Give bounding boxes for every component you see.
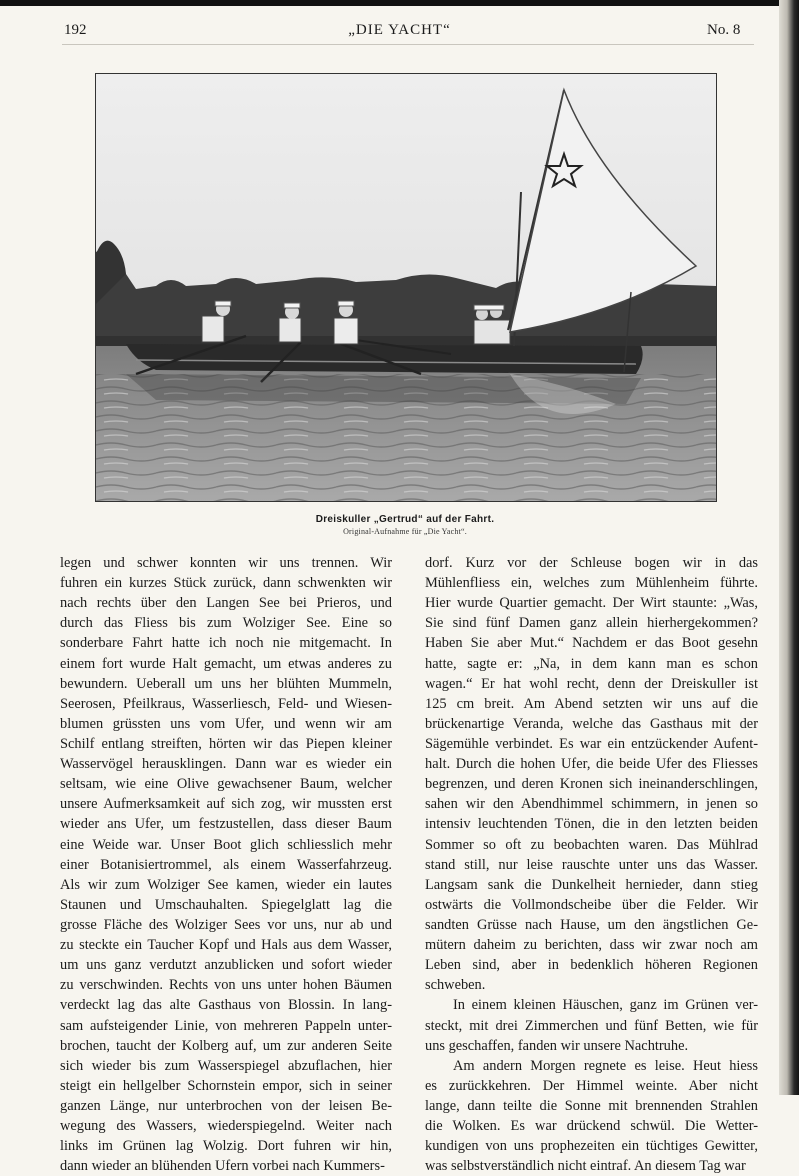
text-line: blumen grüssten uns vom Ufer, und wenn wir am — [60, 715, 392, 732]
text-line: steigt ein hellgelber Schornstein empor, sich in seiner — [60, 1077, 392, 1094]
text-line: es zurückkehren. Der Himmel weinte. Aber nicht — [425, 1077, 758, 1094]
text-line: einer Botanisiertrommel, als einem Wasserfahrzeug. — [60, 856, 392, 873]
text-line: sonderbare Fahrt hatte ich noch nie mitgemacht. In — [60, 635, 392, 652]
text-line: legen und schwer konnten wir uns trennen. Wir — [60, 555, 392, 571]
issue-number: No. 8 — [707, 22, 741, 38]
text-line: sam aufsteigender Linie, von mehreren Pappeln unter- — [60, 1017, 392, 1034]
photo-illustration — [96, 74, 716, 501]
text-column-left — [60, 553, 392, 1176]
text-line: schweben. — [425, 977, 486, 994]
text-line: bewundern. Ueberall um uns her blühten Mummeln, — [60, 675, 392, 692]
text-line: dorf. Kurz vor der Schleuse bogen wir in das — [425, 555, 758, 571]
text-line: verdeckt lag das alte Gasthaus von Blossin. In lang- — [60, 997, 392, 1014]
text-line: durch das Fliess bis zum Wolziger See. Eine so — [60, 615, 392, 632]
text-line: Am andern Morgen regnete es leise. Heut hiess — [453, 1057, 758, 1074]
text-line: um uns ganz verdutzt anzublicken und sofort wieder — [60, 957, 392, 974]
text-line: sich wieder bis zum Wasserspiegel abzuflachen, hier — [60, 1057, 392, 1074]
figure-credit: Original-Aufnahme für „Die Yacht“. — [343, 527, 467, 536]
text-line: Langsam sank die Dunkelheit hernieder, dann stieg — [425, 876, 758, 893]
text-line: Leben sind, aber in bedenklich höheren Regionen — [425, 957, 758, 974]
figure-caption: Dreiskuller „Gertrud“ auf der Fahrt. — [315, 514, 495, 525]
text-line: nach rechts über den Langen See bei Prieros, und — [60, 595, 392, 612]
text-line: was selbstverständlich nicht eintraf. An diesem Tag war — [425, 1158, 746, 1175]
running-title: „DIE YACHT“ — [348, 22, 451, 38]
text-line: links im Grünen lag Wolzig. Dort fuhren wir hin, — [60, 1138, 392, 1155]
header-rule — [62, 44, 754, 45]
text-line: eine Weide war. Unser Boot glich schliesslich mehr — [60, 836, 392, 853]
text-line: Haben Sie aber Mut.“ Nachdem er das Boot gesehn — [425, 635, 758, 652]
text-line: unsere Aufmerksamkeit auf sich zog, wir mussten erst — [60, 796, 392, 813]
text-line: wagen.“ Er hat wohl recht, denn der Dreiskuller ist — [425, 675, 758, 692]
text-line: grosse Fläche des Wolziger Sees vor uns, nur ab und — [60, 916, 392, 933]
text-line: Staunen und Umschauhalten. Spiegelglatt lag die — [60, 896, 392, 913]
text-line: wieder ans Ufer, um festzustellen, dass dieser Baum — [60, 816, 392, 833]
text-line: Mühlenfliess ein, welches zum Mühlenheim führte. — [425, 575, 758, 592]
text-line: Schilf entlang streiften, hörten wir das Piepen kleiner — [60, 735, 392, 752]
text-line: Wasservögel herausklingen. Dann war es wieder ein — [60, 756, 392, 773]
text-line: brückenartige Veranda, welche das Gasthaus mit der — [425, 715, 758, 732]
text-line: einem fort wurde Halt gemacht, um etwas anderes zu — [60, 655, 392, 672]
text-line: Seerosen, Pfeilkraus, Wasserliesch, Feld- und Wiesen- — [60, 695, 392, 712]
text-line: hatte, sagte er: „Na, in dem kann man es schon — [425, 655, 758, 672]
text-line: Hier wurde Quartier gemacht. Der Wirt staunte: „Was, — [425, 595, 758, 612]
text-line: In einem kleinen Häuschen, ganz im Grünen ver- — [453, 997, 758, 1014]
text-line: sahen wir den Abendhimmel schimmern, in jenen so — [425, 796, 758, 813]
text-line: mütern daheim zu berichten, dass wir zwar noch am — [425, 937, 758, 954]
photograph-sculler-boat — [95, 73, 717, 502]
text-line: die Wolken. Es war drückend schwül. Die Wetter- — [425, 1118, 758, 1135]
scan-border-right — [779, 0, 799, 1095]
text-line: uns geschaffen, fanden wir unsere Nachtruhe. — [425, 1037, 689, 1054]
text-line: stand still, nur leise rauschte unter uns das Wasser. — [425, 856, 758, 873]
text-line: fuhren ein kurzes Stück zurück, dann schwenkten wir — [60, 575, 392, 592]
text-line: Als wir zum Wolziger See kamen, wieder ein lautes — [60, 876, 392, 893]
text-line: begrenzen, und deren Kronen sich ineinanderschlingen, — [425, 776, 758, 793]
text-line: Sommer so oft zu beobachten waren. Das Mühlrad — [425, 836, 758, 853]
text-line: Sie sind fünf Damen ganz allein hierhergekommen? — [425, 615, 758, 632]
text-line: zu verschwinden. Rechts von uns unter hohen Bäumen — [60, 977, 392, 994]
text-line: halt. Durch die hohen Ufer, die beide Ufer des Fliesses — [425, 756, 758, 773]
page-number: 192 — [64, 22, 87, 38]
text-line: zu steckte ein Taucher Kopf und Hals aus dem Wasser, — [60, 937, 392, 954]
text-line: sandten Grüsse nach Hause, um den ängstlichen Ge- — [425, 916, 758, 933]
text-line: seltsam, wie eine Olive gewachsener Baum, welcher — [60, 776, 392, 793]
text-line: 125 cm breit. Am Abend setzten wir uns auf die — [425, 695, 758, 712]
text-column-right — [425, 553, 758, 1176]
text-line: Sägemühle verbindet. Es war ein entzückender Aufent- — [425, 735, 758, 752]
text-line: dann wieder an blühenden Ufern vorbei nach Kummers- — [60, 1158, 385, 1175]
text-line: kundigen von uns prophezeiten ein tüchtiges Gewitter, — [425, 1138, 758, 1155]
text-line: intensiv leuchtenden Tönen, die in den letzten beiden — [425, 816, 758, 833]
text-line: brochen, taucht der Kolberg auf, um zur anderen Seite — [60, 1037, 392, 1054]
scan-border-top — [0, 0, 799, 6]
text-line: lange, dann teilte die Sonne mit brennenden Strahlen — [425, 1097, 758, 1114]
text-line: ostwärts die Vollmondscheibe über die Felder. Wir — [425, 896, 758, 913]
text-line: ganzen Länge, nur unterbrochen von der leisen Be- — [60, 1097, 392, 1114]
text-line: steckt, mit drei Zimmerchen und fünf Betten, wie für — [425, 1017, 758, 1034]
text-line: wegung des Wassers, wiederspiegelnd. Weiter nach — [60, 1118, 392, 1135]
